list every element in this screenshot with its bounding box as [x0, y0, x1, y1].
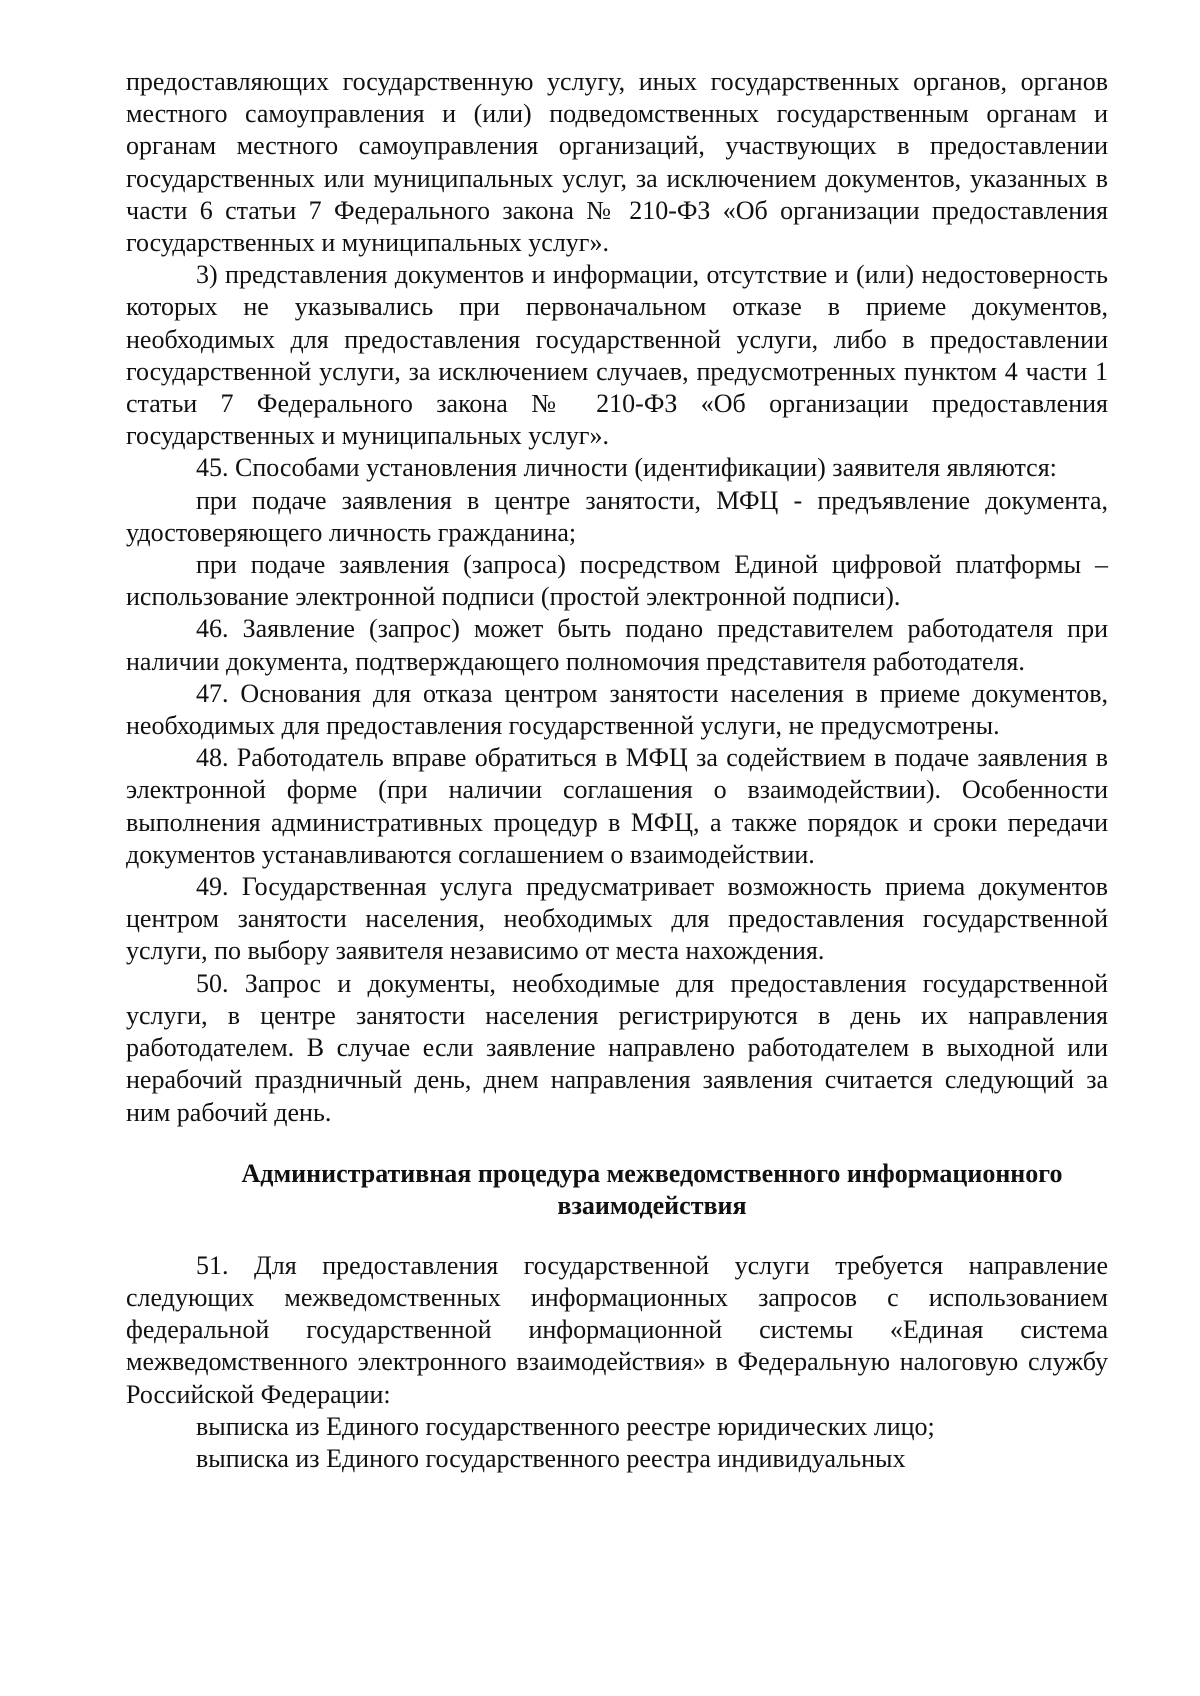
list-item-individual-entrepreneurs: выписка из Единого государственного реестра индивидуальных — [196, 1443, 906, 1473]
paragraph-47: 47. Основания для отказа центром занятости населения в приеме документов, необходимых для предоставления государственной услуги, не предусмотрены. — [126, 678, 1108, 741]
paragraph-48: 48. Работодатель вправе обратиться в МФЦ за содействием в подаче заявления в электронной форме (при наличии соглашения о взаимодействии). Особенности выполнения административных процедур в МФЦ, а также порядок и сроки передачи документов устанавливаются соглашением о взаимодействии. — [126, 743, 1108, 869]
paragraph-45-platform: при подаче заявления (запроса) посредством Единой цифровой платформы – использование электронной подписи (простой электронной подписи). — [126, 550, 1108, 612]
paragraph-45-centre: при подаче заявления в центре занятости, МФЦ - предъявление документа, удостоверяющего личность гражданина; — [126, 485, 1108, 547]
paragraph-continuation: предоставляющих государственную услугу, иных государственных органов, органов местного самоуправления и (или) подведомственных государственным органам и органам местного самоуправления организаций, участвующих в предоставлении государственных или муниципальных услуг, за исключением документов, указанных в части 6 статьи 7 Федерального закона № 210-ФЗ «Об организации предоставления государственных и муниципальных услуг». — [126, 67, 1108, 258]
section-heading: Административная процедура межведомственного информационного взаимодействия — [241, 1158, 1063, 1220]
paragraph-45: 45. Способами установления личности (идентификации) заявителя являются: — [196, 453, 1057, 483]
list-item-legal-entities: выписка из Единого государственного реестре юридических лицо; — [196, 1411, 935, 1441]
paragraph-49: 49. Государственная услуга предусматривает возможность приема документов центром занятости населения, необходимых для предоставления государственной услуги, по выбору заявителя независимо от места нахождения. — [126, 872, 1108, 966]
paragraph-item-3: 3) представления документов и информации, отсутствие и (или) недостоверность которых не указывались при первоначальном отказе в приеме документов, необходимых для предоставления государственной услуги, либо в предоставлении государственной услуги, за исключением случаев, предусмотренных пунктом 4 части 1 статьи 7 Федерального закона № 210-ФЗ «Об организации предоставления государственных и муниципальных услуг». — [126, 260, 1108, 451]
document-body — [126, 66, 1108, 1475]
paragraph-51: 51. Для предоставления государственной услуги требуется направление следующих межведомственных информационных запросов с использованием федеральной государственной информационной системы «Единая система межведомственного электронного взаимодействия» в Федеральную налоговую службу Российской Федерации: — [126, 1250, 1108, 1409]
paragraph-46: 46. Заявление (запрос) может быть подано представителем работодателя при наличии документа, подтверждающего полномочия представителя работодателя. — [126, 614, 1108, 676]
paragraph-50: 50. Запрос и документы, необходимые для предоставления государственной услуги, в центре занятости населения регистрируются в день их направления работодателем. В случае если заявление направлено работодателем в выходной или нерабочий праздничный день, днем направления заявления считается следующий за ним рабочий день. — [126, 968, 1108, 1127]
